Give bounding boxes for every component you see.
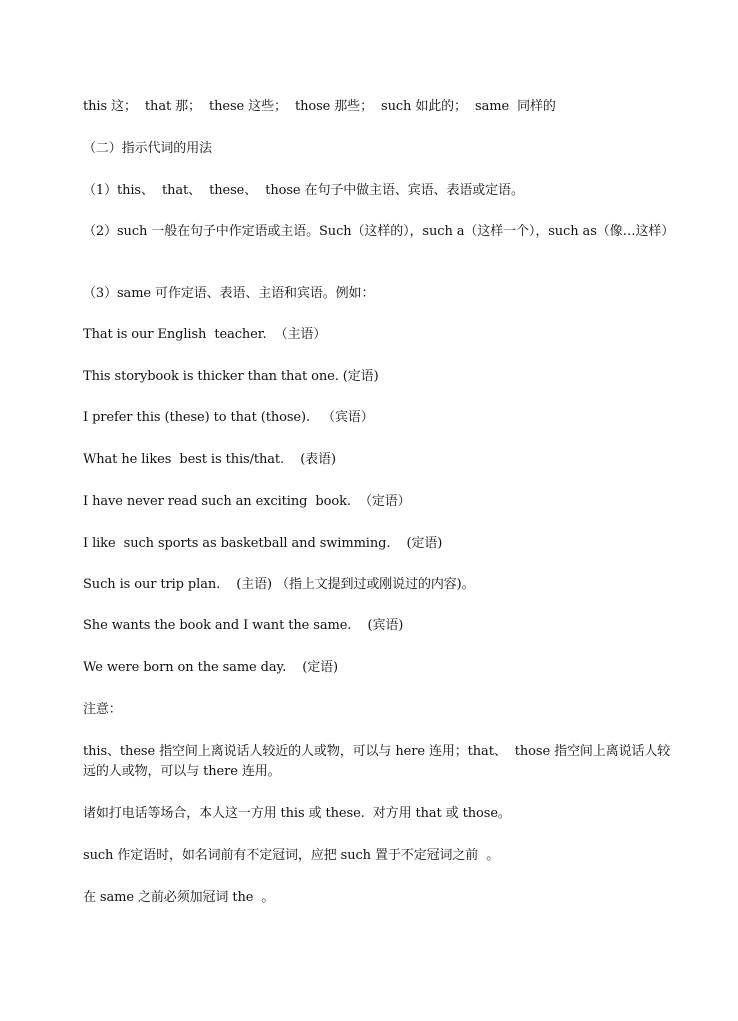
example-9: We were born on the same day. (定语) bbox=[83, 660, 338, 675]
pronoun-meanings-line: this 这； that 那； these 这些； those 那些； such 如此的； same 同样的 bbox=[83, 99, 556, 114]
note-heading: 注意： bbox=[83, 702, 122, 717]
example-6: I like such sports as basketball and swimming. (定语) bbox=[83, 536, 443, 551]
example-5: I have never read such an exciting book. （定语） bbox=[83, 494, 411, 509]
example-4: What he likes best is this/that. (表语) bbox=[83, 452, 336, 467]
usage-rule-3: （3）same 可作定语、表语、主语和宾语。例如： bbox=[83, 286, 375, 301]
example-8: She wants the book and I want the same. (宾语) bbox=[83, 618, 404, 633]
note-3: such 作定语时，如名词前有不定冠词，应把 such 置于不定冠词之前 。 bbox=[83, 848, 500, 863]
section-heading: （二）指示代词的用法 bbox=[83, 141, 213, 156]
usage-rule-1: （1）this、 that、 these、 those 在句子中做主语、宾语、表语或定语。 bbox=[83, 183, 524, 198]
example-3: I prefer this (these) to that (those). （宾语） bbox=[83, 410, 374, 425]
note-4: 在 same 之前必须加冠词 the 。 bbox=[83, 890, 275, 905]
example-7: Such is our trip plan. (主语) （指上文提到过或刚说过的内容)。 bbox=[83, 577, 475, 592]
example-2: This storybook is thicker than that one. (定语) bbox=[83, 369, 379, 384]
note-2: 诸如打电话等场合，本人这一方用 this 或 these. 对方用 that 或 those。 bbox=[83, 806, 511, 821]
usage-rule-2: （2）such 一般在句子中作定语或主语。Such（这样的），such a（这样一个），such as（像…这样） bbox=[83, 224, 675, 239]
example-1: That is our English teacher. （主语） bbox=[83, 327, 327, 342]
note-1: this、these 指空间上离说话人较近的人或物，可以与 here 连用；that、 those 指空间上离说话人较远的人或物，可以与 there 连用。 bbox=[83, 744, 671, 779]
